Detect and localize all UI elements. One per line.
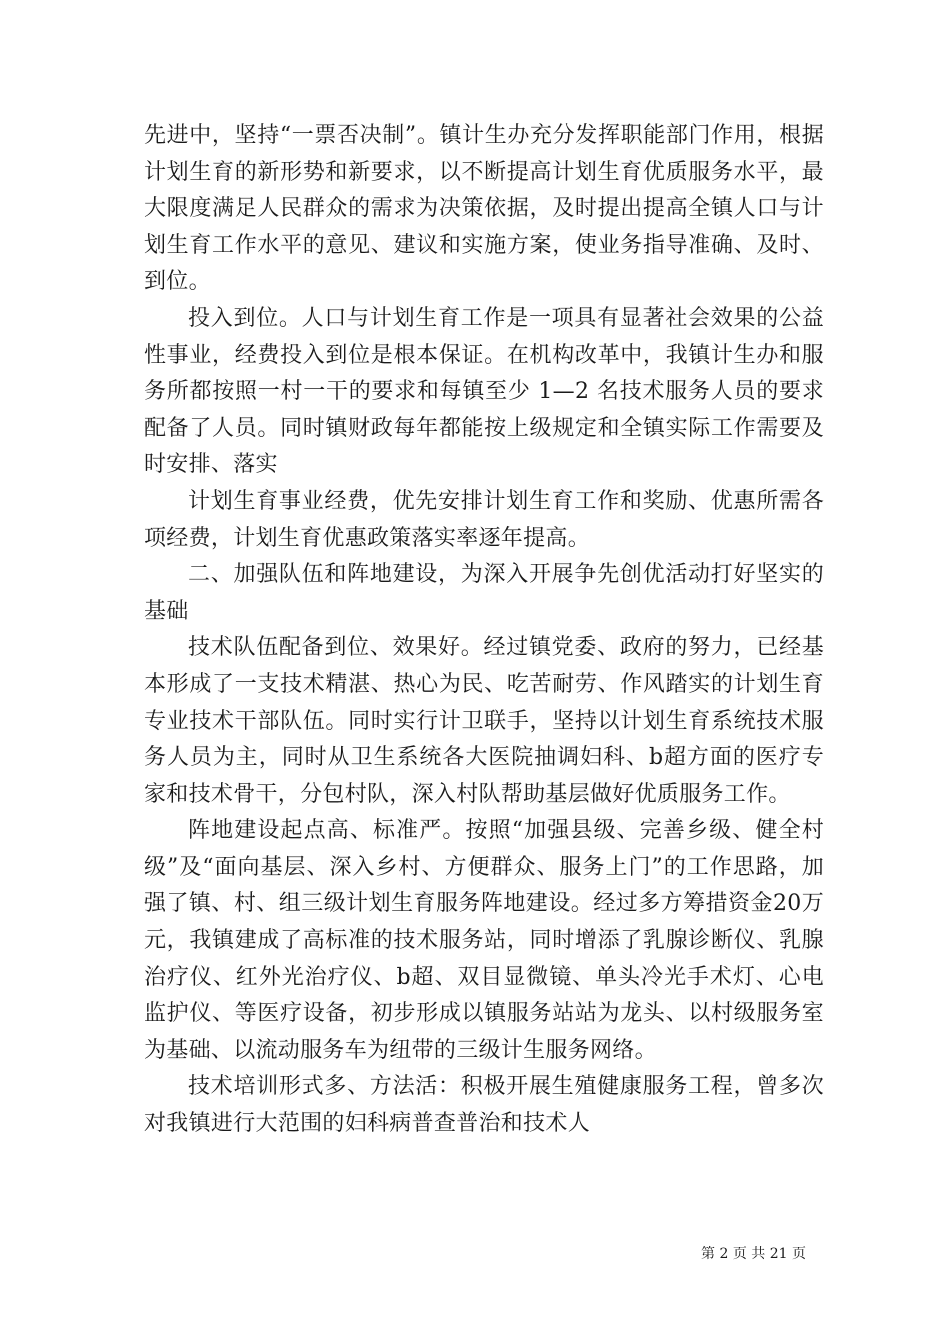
paragraph-3: 计划生育事业经费，优先安排计划生育工作和奖励、优惠所需各项经费，计划生育优惠政策落实率逐年提高。 xyxy=(144,488,824,551)
paragraph-7: 技术培训形式多、方法活：积极开展生殖健康服务工程，曾多次对我镇进行大范围的妇科病普查普治和技术人 xyxy=(144,1074,824,1137)
paragraph-6: 阵地建设起点高、标准严。按照“加强县级、完善乡级、健全村级”及“面向基层、深入乡村、方便群众、服务上门”的工作思路，加强了镇、村、组三级计划生育服务阵地建设。经过多方筹措资金20万元，我镇建成了高标准的技术服务站，同时增添了乳腺诊断仪、乳腺治疗仪、红外光治疗仪、b超、双目显微镜、单头冷光手术灯、心电监护仪、等医疗设备，初步形成以镇服务站站为龙头、以村级服务室为基础、以流动服务车为纽带的三级计生服务网络。 xyxy=(144,818,824,1063)
page-number-footer: 第 2 页 共 21 页 xyxy=(701,1246,806,1262)
paragraph-5: 技术队伍配备到位、效果好。经过镇党委、政府的努力，已经基本形成了一支技术精湛、热心为民、吃苦耐劳、作风踏实的计划生育专业技术干部队伍。同时实行计卫联手，坚持以计划生育系统技术服务人员为主，同时从卫生系统各大医院抽调妇科、b超方面的医疗专家和技术骨干，分包村队，深入村队帮助基层做好优质服务工作。 xyxy=(144,635,824,807)
paragraph-2: 投入到位。人口与计划生育工作是一项具有显著社会效果的公益性事业，经费投入到位是根本保证。在机构改革中，我镇计生办和服务所都按照一村一干的要求和每镇至少 1—2 名技术服务人员的要求配备了人员。同时镇财政每年都能按上级规定和全镇实际工作需要及时安排、落实 xyxy=(144,305,824,478)
document-body xyxy=(144,118,824,1143)
paragraph-1: 先进中，坚持“一票否决制”。镇计生办充分发挥职能部门作用，根据计划生育的新形势和新要求，以不断提高计划生育优质服务水平，最大限度满足人民群众的需求为决策依据，及时提出提高全镇人口与计划生育工作水平的意见、建议和实施方案，使业务指导准确、及时、到位。 xyxy=(144,123,824,295)
section-heading: 二、加强队伍和阵地建设，为深入开展争先创优活动打好坚实的基础 xyxy=(144,562,824,624)
